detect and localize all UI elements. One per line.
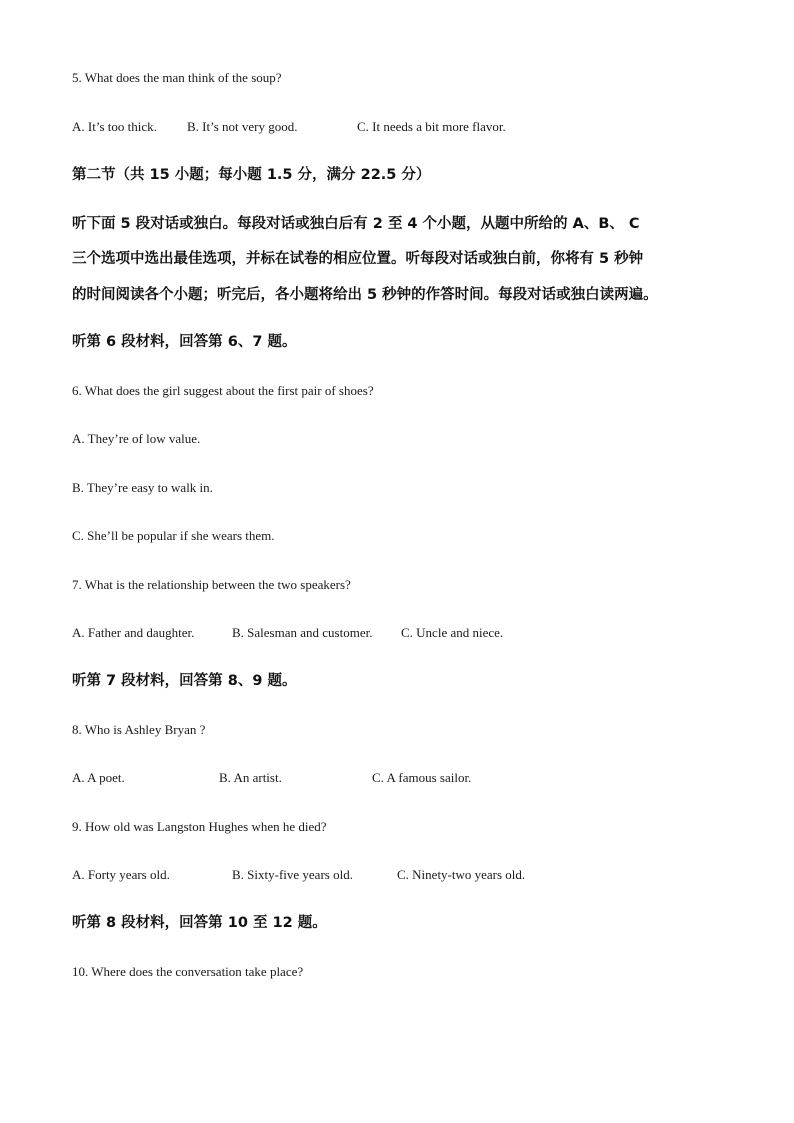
option-b: B. Salesman and customer.	[232, 625, 373, 640]
option-c: C. Ninety-two years old.	[397, 867, 526, 882]
part-6-header: 听第 6 段材料，回答第 6、7 题。	[72, 334, 297, 350]
option-c: C. A famous sailor.	[372, 770, 472, 785]
section-2-header: 第二节（共 15 小题；每小题 1.5 分，满分 22.5 分）	[72, 167, 431, 183]
question-7-options	[0, 625, 794, 641]
question-10: 10. Where does the conversation take place?	[72, 964, 304, 979]
instructions-line-1: 听下面 5 段对话或独白。每段对话或独白后有 2 至 4 个小题，从题中所给的 A、B、 C	[72, 216, 640, 232]
question-8-options	[0, 770, 794, 786]
question-6-option-c: C. She’ll be popular if she wears them.	[72, 528, 275, 543]
question-6-option-b: B. They’re easy to walk in.	[72, 480, 213, 495]
question-5: 5. What does the man think of the soup?	[72, 70, 282, 85]
instructions-line-2: 三个选项中选出最佳选项，并标在试卷的相应位置。听每段对话或独白前，你将有 5 秒钟	[72, 251, 644, 267]
part-8-header: 听第 8 段材料，回答第 10 至 12 题。	[72, 915, 327, 931]
option-a: A. A poet.	[72, 770, 125, 785]
option-c: C. It needs a bit more flavor.	[357, 119, 506, 134]
question-9: 9. How old was Langston Hughes when he died?	[72, 819, 327, 834]
option-b: B. It’s not very good.	[187, 119, 298, 134]
question-6: 6. What does the girl suggest about the first pair of shoes?	[72, 383, 374, 398]
option-c: C. Uncle and niece.	[401, 625, 504, 640]
option-b: B. An artist.	[219, 770, 282, 785]
question-5-options	[0, 119, 794, 135]
option-b: B. Sixty-five years old.	[232, 867, 353, 882]
question-6-option-a: A. They’re of low value.	[72, 431, 201, 446]
option-a: A. Forty years old.	[72, 867, 170, 882]
part-7-header: 听第 7 段材料，回答第 8、9 题。	[72, 673, 297, 689]
option-a: A. It’s too thick.	[72, 119, 157, 134]
option-a: A. Father and daughter.	[72, 625, 195, 640]
question-7: 7. What is the relationship between the two speakers?	[72, 577, 351, 592]
question-8: 8. Who is Ashley Bryan ?	[72, 722, 206, 737]
instructions-line-3: 的时间阅读各个小题；听完后，各小题将给出 5 秒钟的作答时间。每段对话或独白读两遍。	[72, 287, 658, 303]
question-9-options	[0, 867, 794, 883]
